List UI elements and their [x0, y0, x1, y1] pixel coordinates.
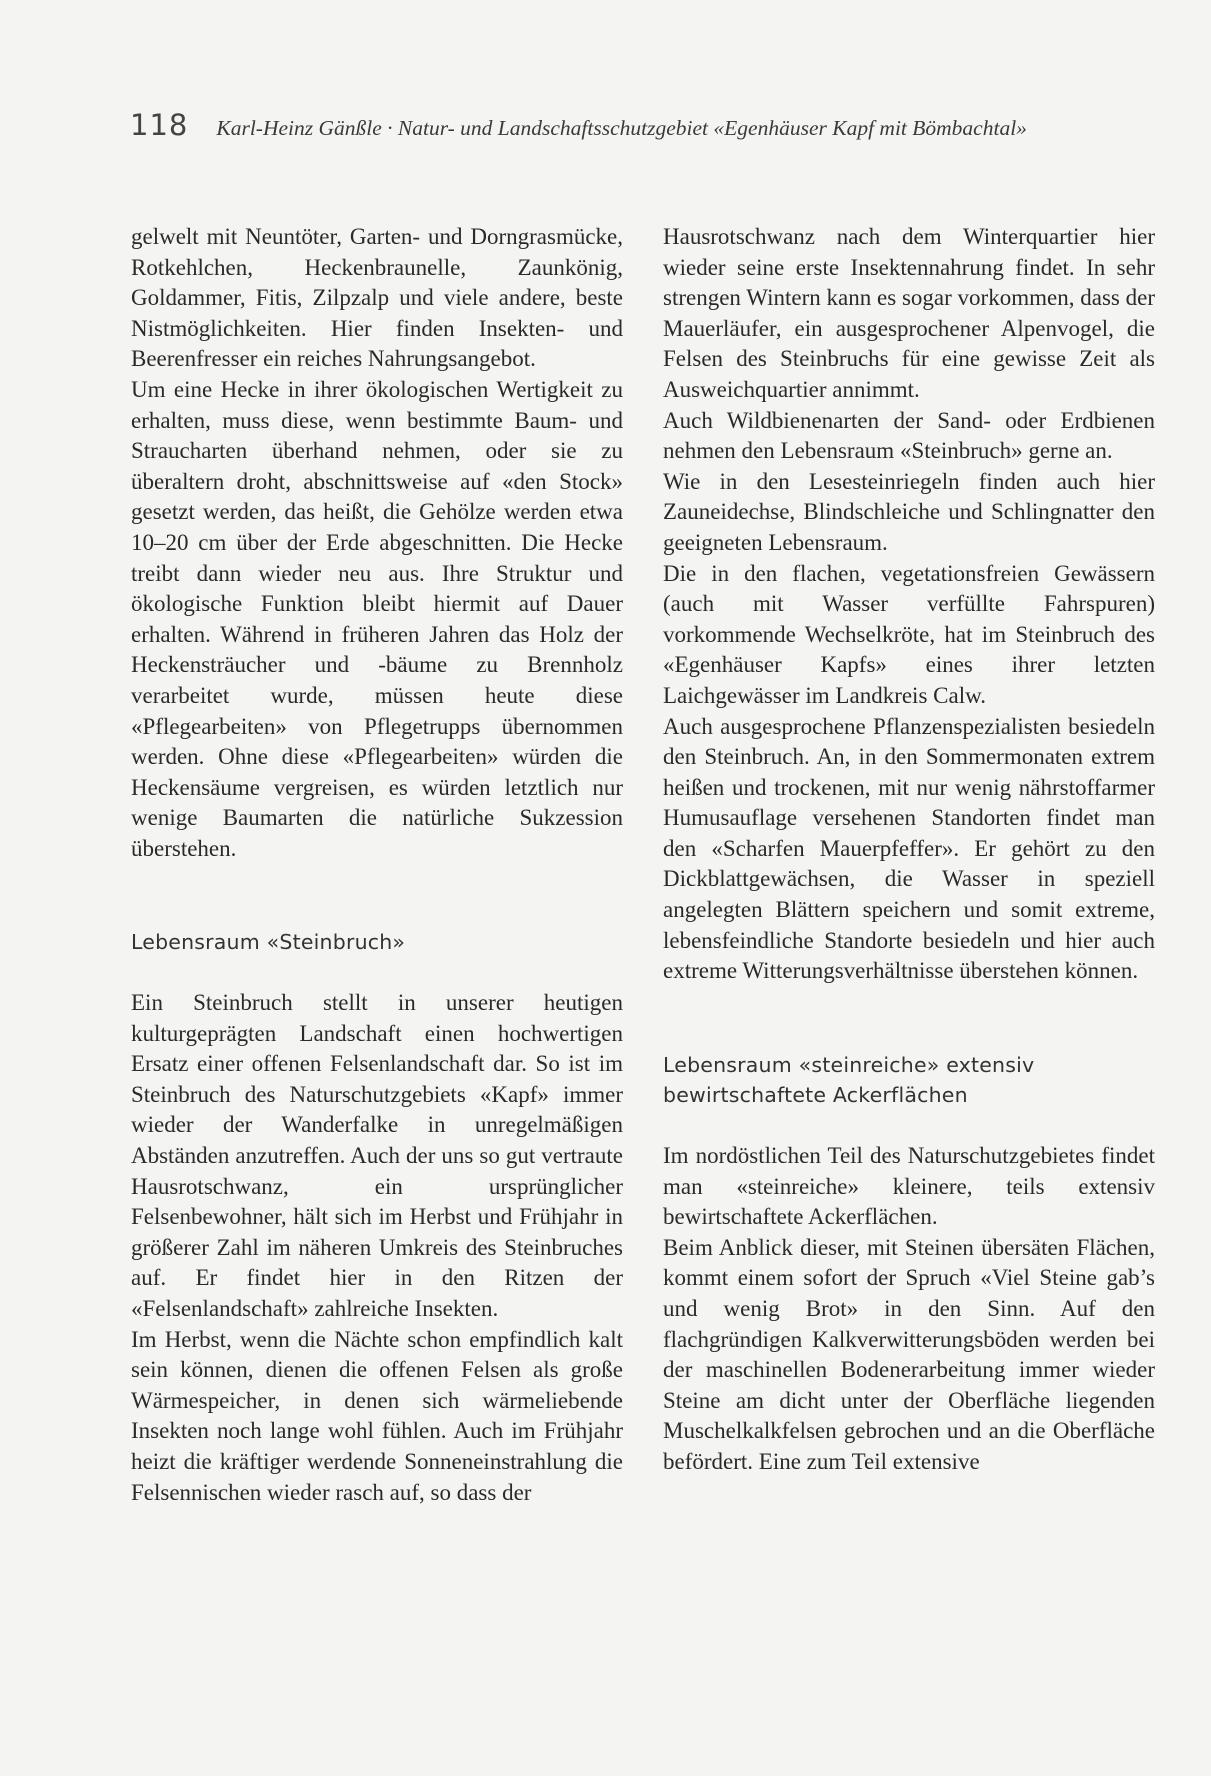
paragraph: Im nordöstlichen Teil des Naturschutzgebietes findet man «steinreiche» kleinere, teils extensiv bewirtschaftete Ackerflächen.	[663, 1143, 1155, 1230]
paragraph: Hausrotschwanz nach dem Winterquartier hier wieder seine erste Insektennahrung findet. In sehr strengen Wintern kann es sogar vorkommen, dass der Mauerläufer, ein ausgesprochener Alpenvogel, die Felsen des Steinbruchs für eine gewisse Zeit als Ausweichquartier annimmt.	[663, 224, 1155, 402]
section-heading-steinbruch: Lebensraum «Steinbruch»	[131, 930, 406, 955]
paragraph: Auch Wildbienenarten der Sand- oder Erdbienen nehmen den Lebensraum «Steinbruch» gerne an.	[663, 407, 1155, 464]
page-number: 118	[130, 108, 189, 142]
paragraph: Wie in den Lesesteinriegeln finden auch hier Zauneidechse, Blindschleiche und Schlingnatter den geeigneten Lebensraum.	[663, 468, 1155, 555]
section-heading-ackerflaechen	[663, 1050, 1155, 1111]
running-head: Karl-Heinz Gänßle · Natur- und Landschaftsschutzgebiet «Egenhäuser Kapf mit Bömbachtal»	[216, 116, 1027, 140]
page-header	[130, 108, 1170, 142]
paragraph: Ein Steinbruch stellt in unserer heutigen kulturgeprägten Landschaft einen hochwertigen Ersatz einer offenen Felsenlandschaft dar. So ist im Steinbruch des Naturschutzgebiets «Kapf» immer wieder der Wanderfalke in unregelmäßigen Abständen anzutreffen. Auch der uns so gut vertraute Hausrotschwanz, ein ursprünglicher Felsenbewohner, hält sich im Herbst und Frühjahr in größerer Zahl im näheren Umkreis des Steinbruches auf. Er findet hier in den Ritzen der «Felsenlandschaft» zahlreiche Insekten.	[131, 990, 623, 1321]
left-column	[131, 222, 623, 1508]
right-column	[663, 222, 1155, 1478]
paragraph: Im Herbst, wenn die Nächte schon empfindlich kalt sein können, dienen die offenen Felsen als große Wärmespeicher, in denen sich wärmeliebende Insekten noch lange wohl fühlen. Auch im Frühjahr heizt die kräftiger werdende Sonneneinstrahlung die Felsennischen wieder rasch auf, so dass der	[131, 1326, 623, 1505]
paragraph: Die in den flachen, vegetationsfreien Gewässern (auch mit Wasser verfüllte Fahrspuren) vorkommende Wechselkröte, hat im Steinbruch des «Egenhäuser Kapfs» eines ihrer letzten Laichgewässer im Landkreis Calw.	[663, 560, 1155, 708]
paragraph: Beim Anblick dieser, mit Steinen übersäten Flächen, kommt einem sofort der Spruch «Viel Steine gab’s und wenig Brot» in den Sinn. Auf den flachgründigen Kalkverwitterungsböden werden bei der maschinellen Bodenerarbeitung immer wieder Steine am dicht unter der Oberfläche liegenden Muschelkalkfelsen gebrochen und an die Oberfläche befördert. Eine zum Teil extensive	[663, 1234, 1155, 1474]
paragraph: Um eine Hecke in ihrer ökologischen Wertigkeit zu erhalten, muss diese, wenn bestimmte Baum- und Straucharten überhand nehmen, oder sie zu überaltern droht, abschnittsweise auf «den Stock» gesetzt werden, das heißt, die Gehölze werden etwa 10–20 cm über der Erde abgeschnitten. Die Hecke treibt dann wieder neu aus. Ihre Struktur und ökologische Funktion bleibt hiermit auf Dauer erhalten. Während in früheren Jahren das Holz der Heckensträucher und -bäume zu Brennholz verarbeitet wurde, müssen heute diese «Pflegearbeiten» von Pflegetrupps übernommen werden. Ohne diese «Pflegearbeiten» würden die Heckensäume vergreisen, es würden letztlich nur wenige Baumarten die natürliche Sukzession überstehen.	[131, 376, 623, 861]
paragraph: Auch ausgesprochene Pflanzenspezialisten besiedeln den Steinbruch. An, in den Sommermonaten extrem heißen und trockenen, mit nur wenig nährstoffarmer Humusauflage versehenen Standorten findet man den «Scharfen Mauerpfeffer». Er gehört zu den Dickblattgewächsen, die Wasser in speziell angelegten Blättern speichern und somit extreme, lebensfeindliche Standorte besiedeln und hier auch extreme Witterungsverhältnisse überstehen können.	[663, 713, 1155, 984]
section-heading-line: bewirtschaftete Ackerflächen	[663, 1083, 968, 1108]
paragraph: gelwelt mit Neuntöter, Garten- und Dorngrasmücke, Rotkehlchen, Heckenbraunelle, Zaunkönig, Goldammer, Fitis, Zilpzalp und viele andere, beste Nistmöglichkeiten. Hier finden Insekten- und Beerenfresser ein reiches Nahrungsangebot.	[131, 224, 623, 372]
section-heading-line: Lebensraum «steinreiche» extensiv	[663, 1052, 1035, 1077]
